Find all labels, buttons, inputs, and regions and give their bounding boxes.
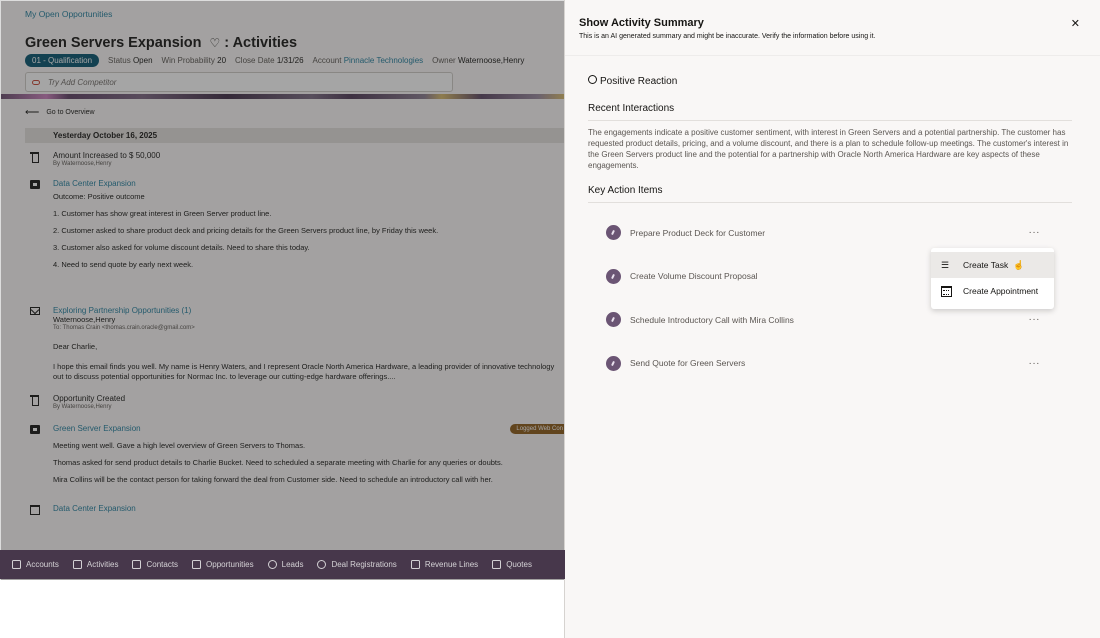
entry-text: 4. Need to send quote by early next week. [53,260,194,269]
nav-quotes[interactable]: Quotes [492,560,532,569]
mail-icon [30,307,40,315]
action-item: Prepare Product Deck for Customer ··· [588,211,1072,255]
timeline-entry [25,269,565,382]
timeline-entry [25,143,565,167]
accounts-icon [12,560,21,569]
opportunities-icon [192,560,201,569]
action-item: Create Volume Discount Proposal [588,255,1072,299]
competitor-icon [32,80,40,85]
recent-interactions-heading: Recent Interactions [588,103,1072,121]
owner-field: Owner Waternoose,Henry [432,56,525,65]
page-title-suffix: : Activities [224,35,298,51]
date-header: Yesterday October 16, 2025 [25,128,565,143]
entry-title-link[interactable]: Exploring Partnership Opportunities (1) [53,306,192,315]
entry-title-link[interactable]: Data Center Expansion [53,179,136,188]
action-menu [931,248,1054,309]
calendar-icon [30,505,40,515]
entry-text: Mira Collins will be the contact person for taking forward the deal from Customer side. Need to schedule an introductory call with her. [53,475,493,484]
entry-author: By Waternoose,Henry [53,161,112,167]
nav-revenue-lines[interactable]: Revenue Lines [411,560,478,569]
timeline-entry [25,167,565,269]
leads-icon [268,560,277,569]
nav-contacts[interactable]: Contacts [132,560,178,569]
timeline-entry [25,410,565,484]
entry-title-link[interactable]: Data Center Expansion [53,504,136,513]
calendar-icon [941,286,952,297]
go-to-overview-link[interactable]: ⟵ Go to Overview [25,107,95,118]
account-link[interactable]: Pinnacle Technologies [343,56,424,65]
account-field: Account Pinnacle Technologies [312,56,424,65]
email-greeting: Dear Charlie, [53,342,98,351]
activity-summary-drawer [564,0,1100,638]
key-action-items-heading: Key Action Items [588,185,1072,203]
deal-registrations-icon [317,560,326,569]
entry-text: Meeting went well. Gave a high level overview of Green Servers to Thomas. [53,441,306,450]
timeline-entry [25,484,565,515]
nav-opportunities[interactable]: Opportunities [192,560,254,569]
sentiment [588,76,1072,87]
entry-text: 3. Customer also asked for volume discount details. Need to share this today. [53,243,310,252]
drawer-header [565,0,1100,56]
entry-text: 2. Customer asked to share product deck and pricing details for the Green Servers product line, by Friday this week. [53,226,439,235]
close-button[interactable]: ✕ [1070,18,1080,30]
action-item: Schedule Introductory Call with Mira Collins ··· [588,298,1072,342]
entry-title: Amount Increased to $ 50,000 [53,151,161,160]
favorite-heart-icon[interactable]: ♡ [209,36,221,50]
ai-sparkle-icon [606,269,621,284]
nav-accounts[interactable]: Accounts [12,560,59,569]
logged-web-conference-badge: Logged Web Con [510,424,565,434]
task-list-icon: ☰ [941,259,950,270]
more-options-button[interactable]: ··· [1028,357,1040,369]
quotes-icon [492,560,501,569]
email-body-line: out to discuss potential opportunities for Normac Inc. to leverage our cutting-edge hardware offerings.... [53,372,396,381]
ai-sparkle-icon [606,225,621,240]
video-icon [30,425,40,434]
nav-deal-registrations[interactable]: Deal Registrations [317,560,396,569]
timeline-entry [25,382,565,410]
status-field: Status Open [108,56,153,65]
entry-text: Thomas asked for send product details to Charlie Bucket. Need to scheduled a separate meeting with Charlie for any queries or doubts. [53,458,503,467]
decorative-banner [1,94,565,99]
action-item: Send Quote for Green Servers ··· [588,342,1072,386]
opportunity-page [0,0,565,580]
add-competitor-input[interactable] [25,72,453,92]
ai-sparkle-icon [606,356,621,371]
close-date-field: Close Date 1/31/26 [235,56,304,65]
create-task-menu-item[interactable]: ☰ Create Task ☝ [931,252,1054,278]
email-body-line: I hope this email finds you well. My name is Henry Waters, and I represent Oracle North America Hardware, a leading provider of innovative technology [53,362,555,371]
funnel-icon [30,152,39,162]
activity-timeline [1,128,565,515]
drawer-title: Show Activity Summary [579,17,704,29]
more-options-button[interactable]: ··· [1028,227,1040,239]
opportunity-meta [25,54,541,67]
entry-text: 1. Customer has show great interest in Green Server product line. [53,209,272,218]
sentiment-label: Positive Reaction [600,76,678,87]
entry-title-link[interactable]: Green Server Expansion [53,424,141,433]
entry-title: Opportunity Created [53,394,126,403]
breadcrumb[interactable]: My Open Opportunities [25,9,113,19]
funnel-icon [30,395,39,405]
entry-text: Outcome: Positive outcome [53,192,145,201]
competitor-placeholder: Try Add Competitor [48,77,117,87]
ai-disclaimer: This is an AI generated summary and might be inaccurate. Verify the information before using it. [579,33,876,40]
stage-badge[interactable]: 01 - Qualification [25,54,99,67]
win-probability-field: Win Probability 20 [161,56,227,65]
nav-leads[interactable]: Leads [268,560,304,569]
hand-cursor-icon: ☝ [1013,259,1025,270]
ai-sparkle-icon [606,312,621,327]
email-to: To: Thomas Crain <thomas.crain.oracle@gmail.com> [53,325,195,331]
bottom-navigation [0,550,565,579]
entry-author: By Waternoose,Henry [53,404,112,410]
activities-icon [73,560,82,569]
nav-activities[interactable]: Activities [73,560,119,569]
smile-icon [588,75,597,84]
revenue-lines-icon [411,560,420,569]
email-from: Waternoose,Henry [53,315,116,324]
summary-text: The engagements indicate a positive customer sentiment, with interest in Green Servers and a potential partnership. The customer has requested product details, pricing, and a volume discount, and there is a plan to schedule follow-up meetings. The customer's interest in the Green Servers product line and the potential for a partnership with Oracle North America Hardware are key aspects of these engagements. [588,128,1069,170]
contacts-icon [132,560,141,569]
create-appointment-menu-item[interactable]: Create Appointment [931,278,1054,304]
video-icon [30,180,40,189]
page-title: Green Servers Expansion [25,35,202,51]
page-header [1,1,565,95]
more-options-button[interactable]: ··· [1028,314,1040,326]
arrow-left-icon: ⟵ [25,107,40,118]
